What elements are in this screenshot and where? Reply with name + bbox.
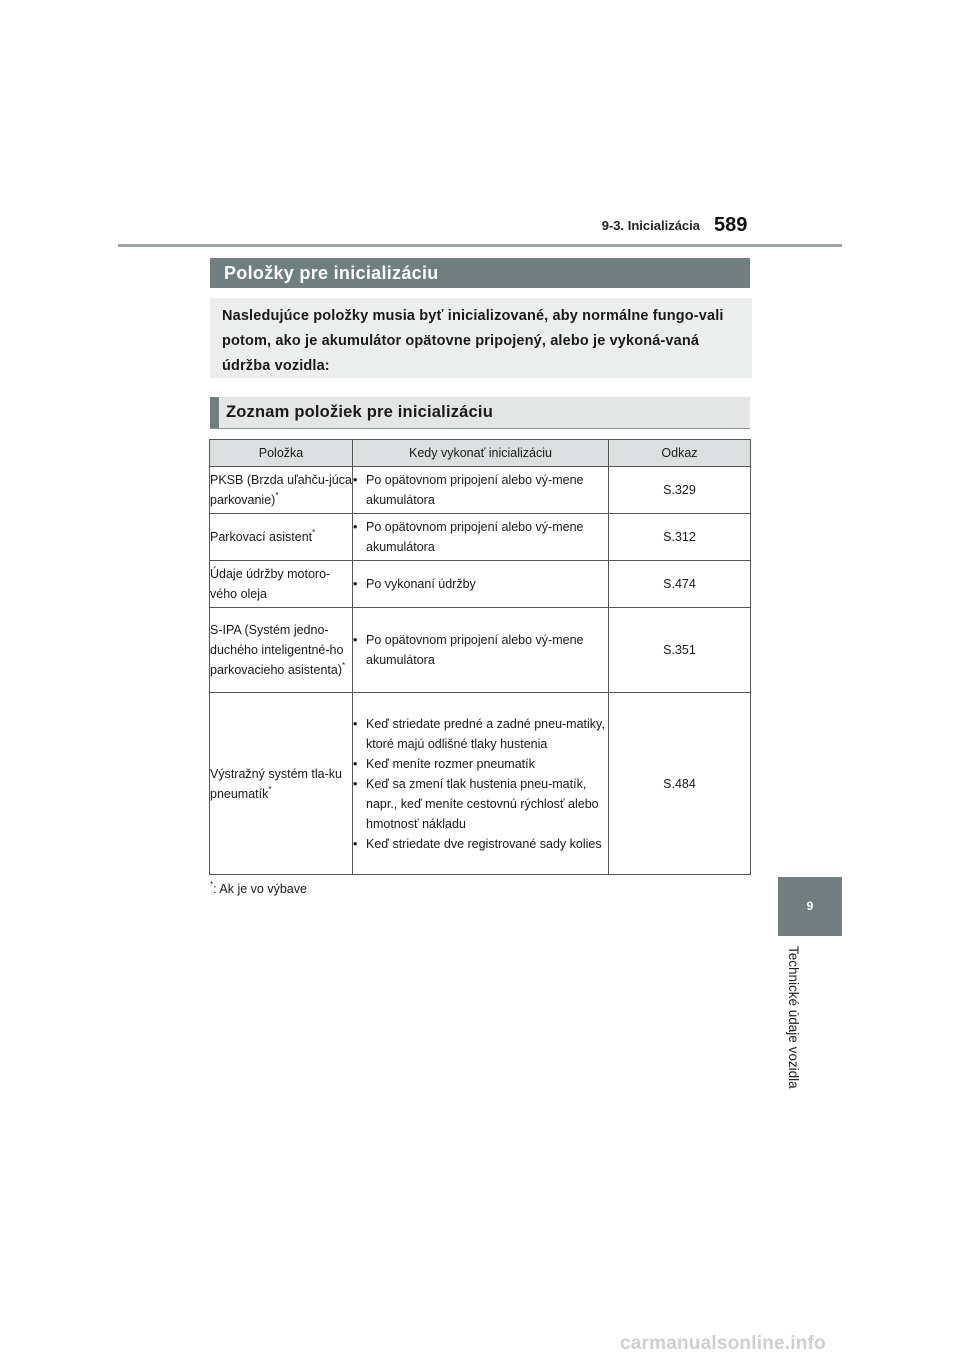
section-banner: Položky pre inicializáciu <box>210 258 750 288</box>
column-header-item: Položka <box>210 440 353 467</box>
section-title: 9-3. Inicializácia <box>601 218 700 233</box>
asterisk: * <box>268 784 272 794</box>
initialization-table <box>209 439 751 875</box>
subsection-divider <box>210 428 750 429</box>
item-cell: PKSB (Brzda uľahču-júca parkovanie)* <box>210 467 353 514</box>
asterisk: * <box>342 661 346 670</box>
column-header-when: Kedy vykonať inicializáciu <box>353 440 609 467</box>
intro-paragraph: Nasledujúce položky musia byť inicializované, aby normálne fungo-vali potom, ako je akumulátor opätovne pripojený, alebo je vykoná-vaná údržba vozidla: <box>210 298 752 378</box>
list-item: • Keď meníte rozmer pneumatík <box>353 754 608 774</box>
reference-cell: S.312 <box>609 514 751 561</box>
footnote: *: Ak je vo výbave <box>210 880 307 896</box>
chapter-tab[interactable]: 9 <box>778 877 842 936</box>
list-item: • Po opätovnom pripojení alebo vý-mene akumulátora <box>353 630 608 670</box>
when-cell <box>353 693 609 875</box>
header-divider <box>118 244 842 247</box>
asterisk: * <box>275 491 279 500</box>
list-item: • Keď sa zmení tlak hustenia pneu-matík, napr., keď meníte cestovnú rýchlosť alebo hmotnosť nákladu <box>353 774 608 834</box>
reference-cell: S.474 <box>609 561 751 608</box>
table-row <box>210 467 751 514</box>
footnote-mark: * <box>210 880 214 889</box>
when-cell <box>353 467 609 514</box>
list-item: • Po vykonaní údržby <box>353 574 608 594</box>
item-cell: Výstražný systém tla-ku pneumatík* <box>210 693 353 875</box>
reference-cell: S.351 <box>609 608 751 693</box>
table-row <box>210 608 751 693</box>
asterisk: * <box>312 528 316 537</box>
table-row <box>210 561 751 608</box>
item-cell: Údaje údržby motoro-vého oleja <box>210 561 353 608</box>
list-item: • Po opätovnom pripojení alebo vý-mene akumulátora <box>353 470 608 510</box>
subsection-heading: Zoznam položiek pre inicializáciu <box>210 397 750 428</box>
when-cell <box>353 514 609 561</box>
item-cell: S-IPA (Systém jedno-duchého inteligentné-ho parkovacieho asistenta)* <box>210 608 353 693</box>
chapter-title: Technické údaje vozidla <box>786 946 801 1089</box>
table-row <box>210 514 751 561</box>
reference-cell: S.329 <box>609 467 751 514</box>
item-cell: Parkovací asistent* <box>210 514 353 561</box>
when-cell <box>353 608 609 693</box>
reference-cell: S.484 <box>609 693 751 875</box>
watermark: carmanualsonline.info <box>620 1333 826 1354</box>
page-number: 589 <box>714 214 748 236</box>
table-row <box>210 693 751 875</box>
list-item: • Keď striedate predné a zadné pneu-matiky, ktoré majú odlišné tlaky hustenia <box>353 714 608 754</box>
when-cell <box>353 561 609 608</box>
list-item: • Po opätovnom pripojení alebo vý-mene akumulátora <box>353 517 608 557</box>
table-header-row <box>210 440 751 467</box>
list-item: • Keď striedate dve registrované sady kolies <box>353 834 608 854</box>
column-header-reference: Odkaz <box>609 440 751 467</box>
